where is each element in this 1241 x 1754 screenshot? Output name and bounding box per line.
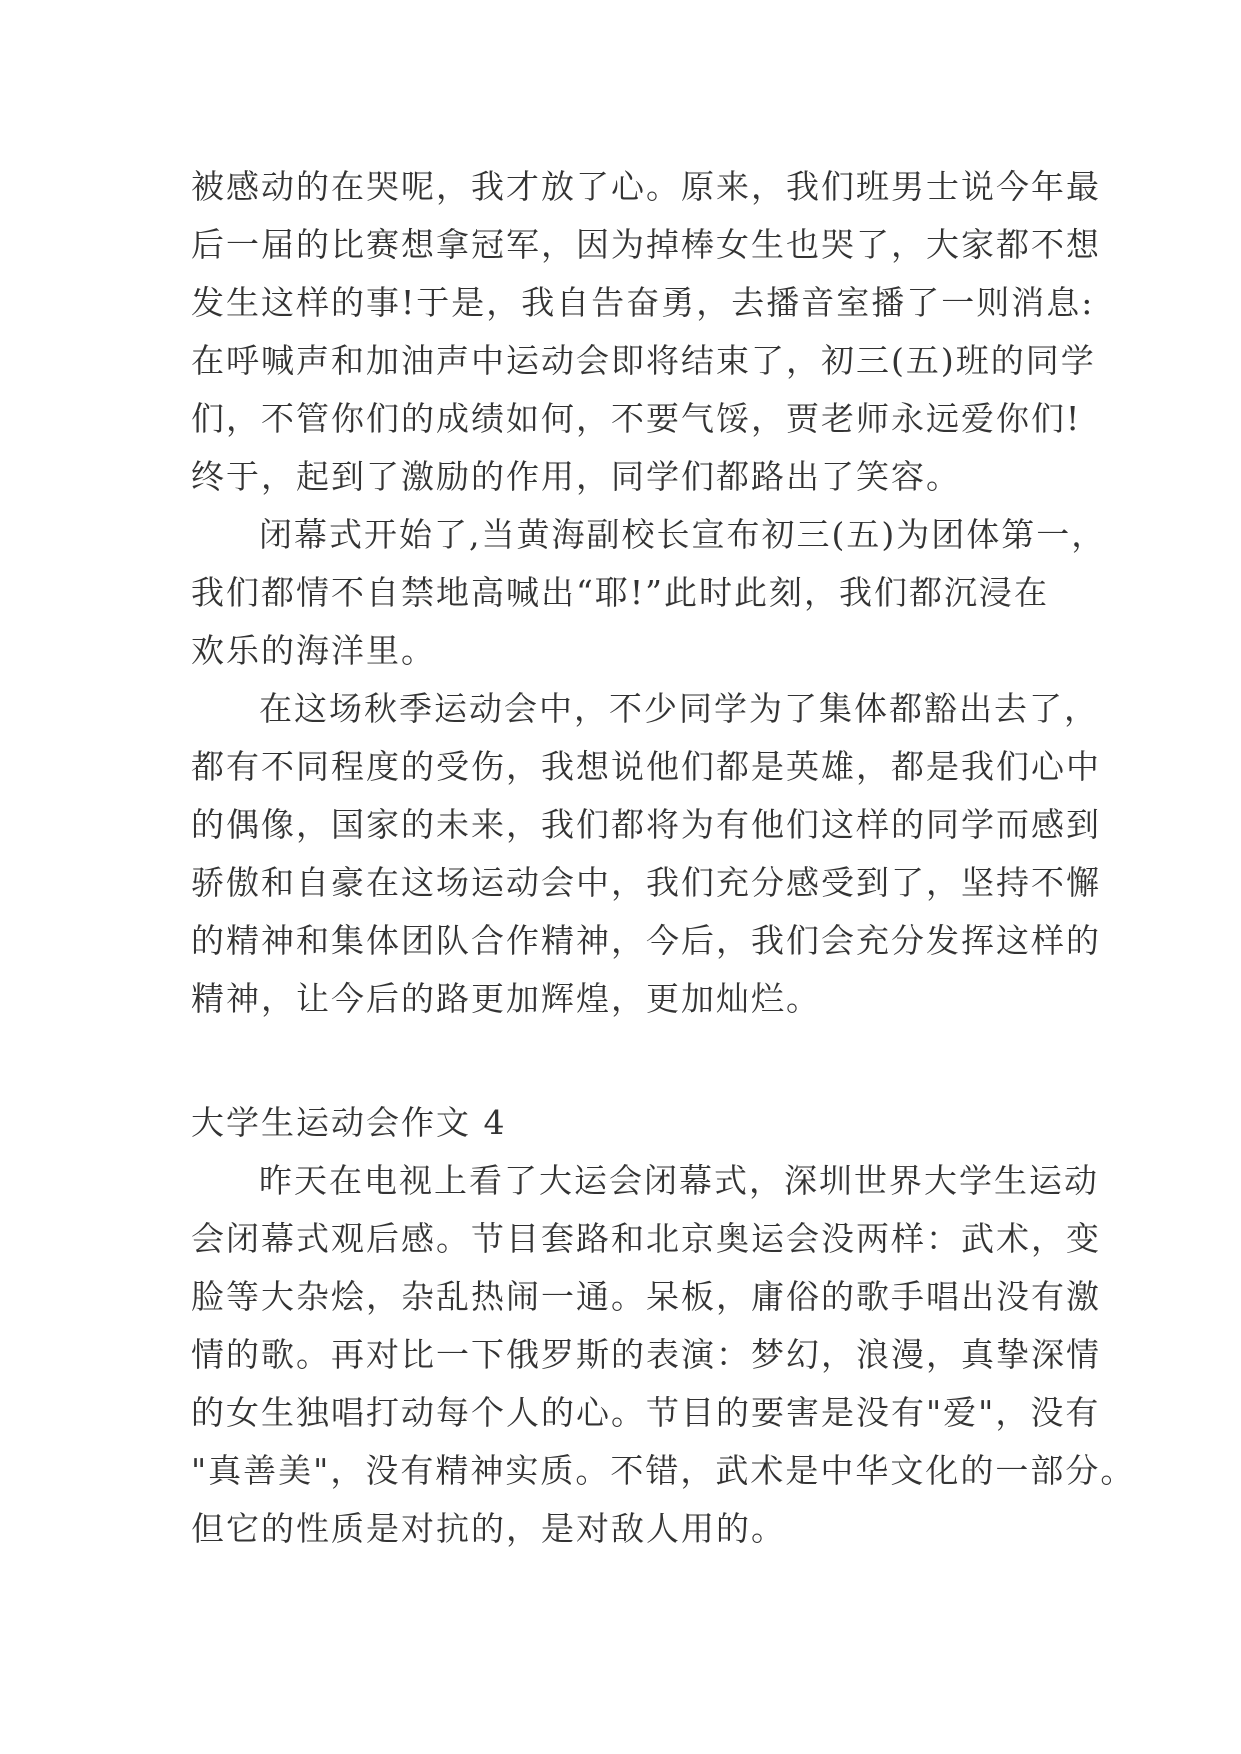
text-line: 的偶像，国家的未来，我们都将为有他们这样的同学而感到 — [191, 805, 1101, 844]
text-line: 欢乐的海洋里。 — [191, 631, 436, 670]
text-line: 脸等大杂烩，杂乱热闹一通。呆板，庸俗的歌手唱出没有激 — [191, 1277, 1101, 1316]
paragraph-2 — [191, 506, 1107, 680]
text-line: 在这场秋季运动会中，不少同学为了集体都豁出去了， — [259, 689, 1099, 728]
text-line: 们，不管你们的成绩如何，不要气馁，贾老师永远爱你们! — [191, 399, 1082, 438]
text-line: 闭幕式开始了,当黄海副校长宣布初三(五)为团体第一， — [259, 515, 1107, 554]
paragraph-4 — [191, 1152, 1136, 1558]
document-body — [191, 158, 1136, 1558]
section-title: 大学生运动会作文 4 — [191, 1103, 507, 1142]
text-line: 精神，让今后的路更加辉煌，更加灿烂。 — [191, 979, 821, 1018]
text-line: 情的歌。再对比一下俄罗斯的表演：梦幻，浪漫，真挚深情 — [191, 1335, 1101, 1374]
text-line: 骄傲和自豪在这场运动会中，我们充分感受到了，坚持不懈 — [191, 863, 1101, 902]
text-line: 都有不同程度的受伤，我想说他们都是英雄，都是我们心中 — [191, 747, 1101, 786]
text-line: 昨天在电视上看了大运会闭幕式，深圳世界大学生运动 — [259, 1161, 1099, 1200]
text-line: 终于，起到了激励的作用，同学们都路出了笑容。 — [191, 457, 961, 496]
text-line: 在呼喊声和加油声中运动会即将结束了，初三(五)班的同学 — [191, 341, 1096, 380]
text-line: 但它的性质是对抗的，是对敌人用的。 — [191, 1509, 786, 1548]
text-line: 我们都情不自禁地高喊出“耶!”此时此刻，我们都沉浸在 — [191, 573, 1050, 612]
text-line: 发生这样的事!于是，我自告奋勇，去播音室播了一则消息: — [191, 283, 1095, 322]
paragraph-3 — [191, 680, 1101, 1028]
paragraph-1 — [191, 158, 1101, 506]
text-line: 会闭幕式观后感。节目套路和北京奥运会没两样：武术，变 — [191, 1219, 1101, 1258]
text-line: "真善美"，没有精神实质。不错，武术是中华文化的一部分。 — [191, 1451, 1136, 1490]
section-gap — [191, 1028, 1061, 1094]
text-line: 的精神和集体团队合作精神，今后，我们会充分发挥这样的 — [191, 921, 1101, 960]
text-line: 被感动的在哭呢，我才放了心。原来，我们班男士说今年最 — [191, 167, 1101, 206]
text-line: 后一届的比赛想拿冠军，因为掉棒女生也哭了，大家都不想 — [191, 225, 1101, 264]
text-line: 的女生独唱打动每个人的心。节目的要害是没有"爱"，没有 — [191, 1393, 1101, 1432]
